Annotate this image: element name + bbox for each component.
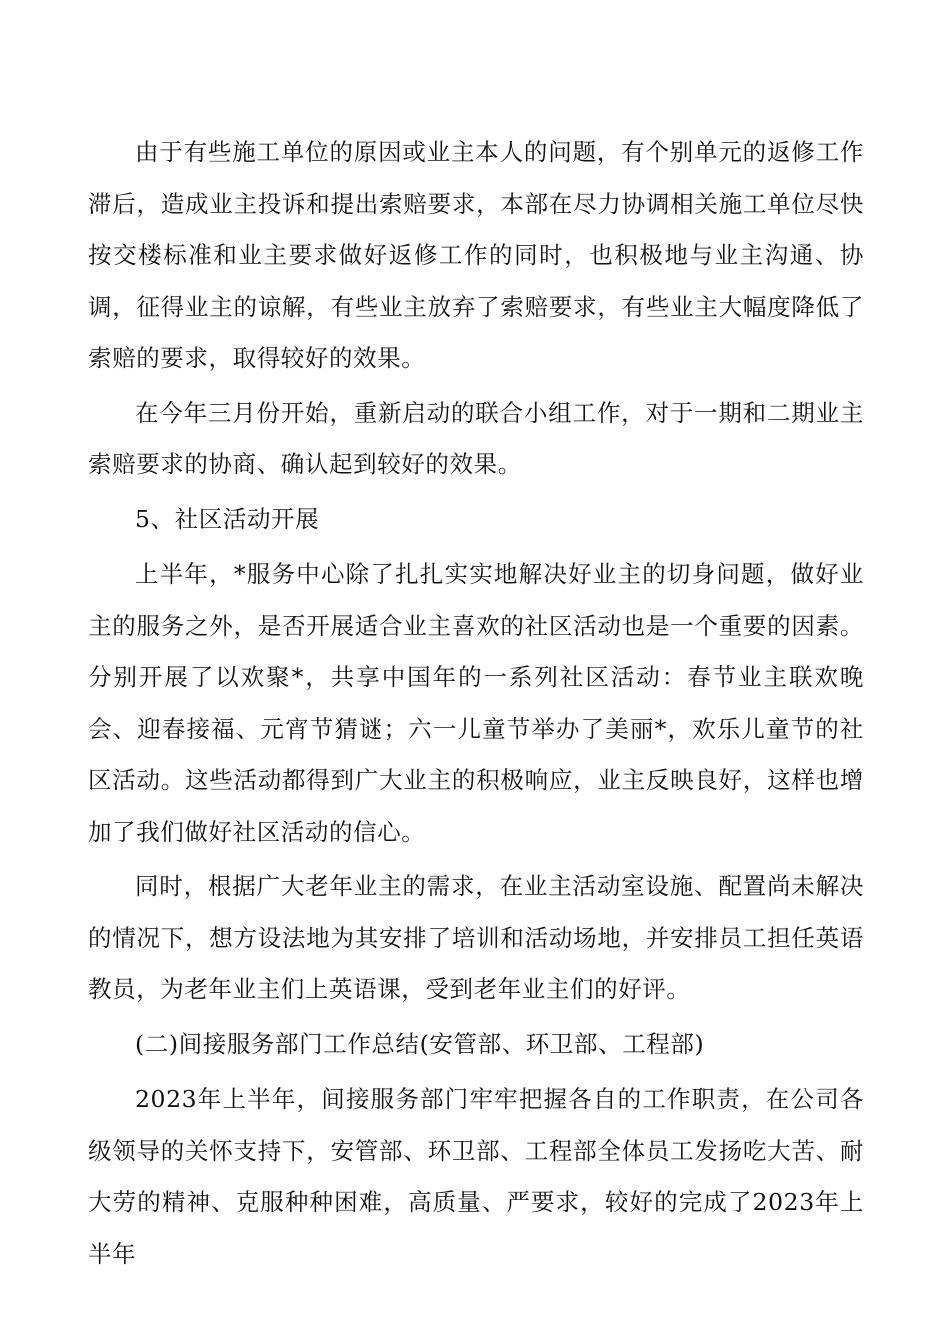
paragraph-indirect-services: 2023年上半年，间接服务部门牢牢把握各自的工作职责，在公司各级领导的关怀支持下，安管部、环卫部、工程部全体员工发扬吃大苦、耐大劳的精神、克服种种困难，高质量、严要求，较好的完成了2023年上半年 — [88, 1085, 864, 1268]
paragraph-community-activities: 上半年，*服务中心除了扎扎实实地解决好业主的切身问题，做好业主的服务之外，是否开展适合业主喜欢的社区活动也是一个重要的因素。分别开展了以欢聚*，共享中国年的一系列社区活动：春节业主联欢晚会、迎春接福、元宵节猜谜；六一儿童节举办了美丽*，欢乐儿童节的社区活动。这些活动都得到广大业主的积极响应，业主反映良好，这样也增加了我们做好社区活动的信心。 — [88, 560, 864, 846]
paragraph-repair-claims: 由于有些施工单位的原因或业主本人的问题，有个别单元的返修工作滞后，造成业主投诉和提出索赔要求，本部在尽力协调相关施工单位尽快按交楼标准和业主要求做好返修工作的同时，也积极地与业主沟通、协调，征得业主的谅解，有些业主放弃了索赔要求，有些业主大幅度降低了索赔的要求，取得较好的效果。 — [88, 138, 864, 372]
paragraph-senior-owners: 同时，根据广大老年业主的需求，在业主活动室设施、配置尚未解决的情况下，想方设法地为其安排了培训和活动场地，并安排员工担任英语教员，为老年业主们上英语课，受到老年业主们的好评。 — [88, 872, 864, 1003]
paragraph-joint-group: 在今年三月份开始，重新启动的联合小组工作，对于一期和二期业主索赔要求的协商、确认起到较好的效果。 — [88, 398, 864, 478]
section-heading-indirect-services: (二)间接服务部门工作总结(安管部、环卫部、工程部) — [135, 1029, 705, 1058]
document-body — [88, 127, 864, 1283]
section-heading-community-activities: 5、社区活动开展 — [135, 504, 320, 533]
